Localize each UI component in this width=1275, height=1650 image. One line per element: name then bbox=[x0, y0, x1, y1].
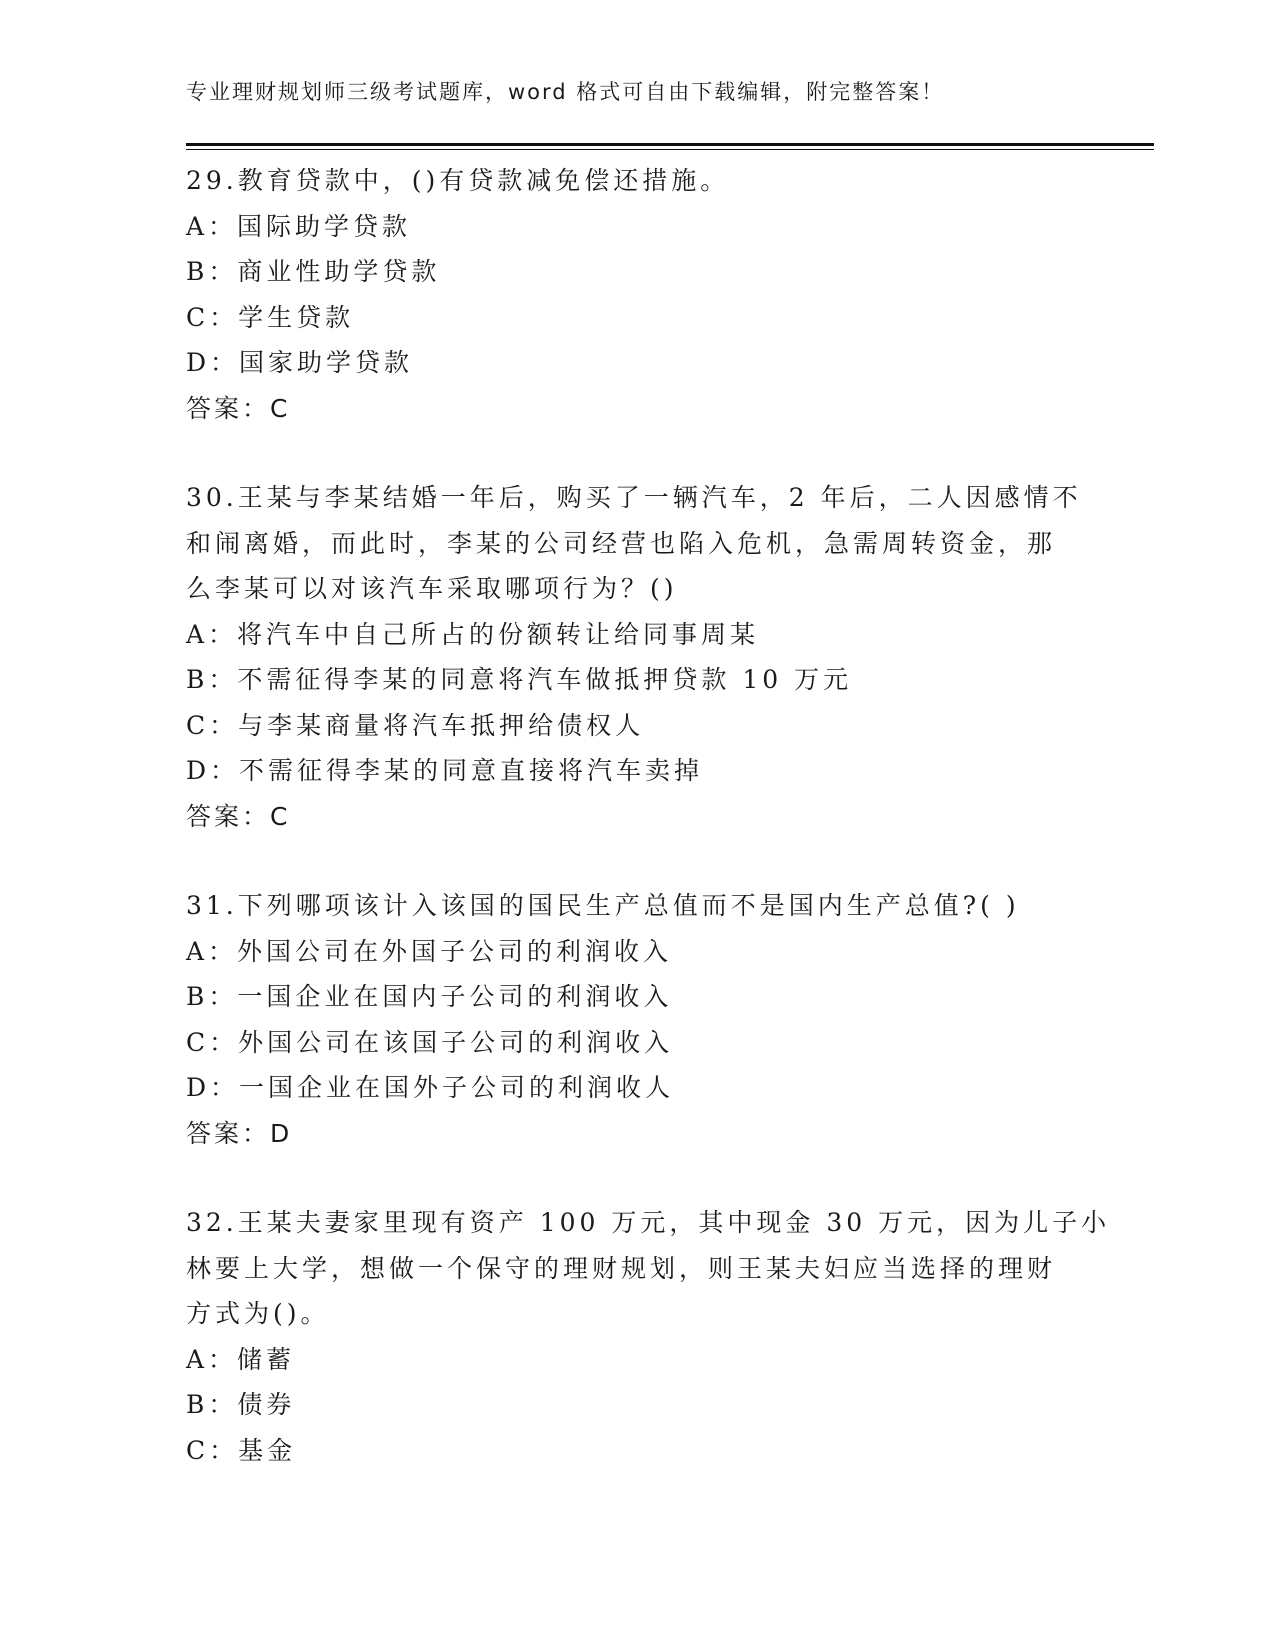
page-header: 专业理财规划师三级考试题库，word 格式可自由下载编辑，附完整答案！ bbox=[186, 80, 945, 104]
question-stem: 和闹离婚，而此时，李某的公司经营也陷入危机，急需周转资金，那 bbox=[186, 528, 1057, 558]
answer-line: 答案：C bbox=[186, 801, 291, 831]
question-list bbox=[186, 158, 1111, 1473]
option-d: D：国家助学贷款 bbox=[186, 348, 414, 377]
option-c: C：外国公司在该国子公司的利润收入 bbox=[186, 1027, 674, 1057]
header-rule-thin bbox=[186, 149, 1154, 150]
option-b: B：一国企业在国内子公司的利润收入 bbox=[186, 982, 673, 1011]
question-31 bbox=[186, 883, 1086, 1156]
option-a: A：外国公司在外国子公司的利润收入 bbox=[186, 936, 673, 966]
option-c: C：与李某商量将汽车抵押给债权人 bbox=[186, 710, 645, 740]
option-b: B：不需征得李某的同意将汽车做抵押贷款 10 万元 bbox=[186, 665, 853, 694]
option-c: C：学生贷款 bbox=[186, 302, 355, 332]
question-stem: 方式为()。 bbox=[186, 1299, 330, 1328]
option-d: D：不需征得李某的同意直接将汽车卖掉 bbox=[186, 756, 704, 785]
option-b: B：债券 bbox=[186, 1390, 296, 1419]
question-32 bbox=[186, 1200, 1111, 1473]
answer-line: 答案：C bbox=[186, 393, 291, 423]
question-stem: 30.王某与李某结婚一年后，购买了一辆汽车，2 年后，二人因感情不 bbox=[186, 483, 1082, 512]
option-d: D：一国企业在国外子公司的利润收人 bbox=[186, 1073, 675, 1102]
question-29 bbox=[186, 158, 1086, 431]
option-a: A：将汽车中自己所占的份额转让给同事周某 bbox=[186, 619, 760, 649]
option-c: C：基金 bbox=[186, 1435, 297, 1465]
question-stem: 么李某可以对该汽车采取哪项行为？() bbox=[186, 574, 678, 603]
question-30 bbox=[186, 475, 1086, 839]
option-b: B：商业性助学贷款 bbox=[186, 257, 441, 286]
question-stem: 31.下列哪项该计入该国的国民生产总值而不是国内生产总值?( ) bbox=[186, 891, 1020, 920]
question-stem: 29.教育贷款中，()有贷款减免偿还措施。 bbox=[186, 166, 730, 195]
question-stem: 林要上大学，想做一个保守的理财规划，则王某夫妇应当选择的理财 bbox=[186, 1253, 1057, 1283]
option-a: A：国际助学贷款 bbox=[186, 211, 412, 241]
question-stem: 32.王某夫妻家里现有资产 100 万元，其中现金 30 万元，因为儿子小 bbox=[186, 1208, 1111, 1237]
header-rule-thick bbox=[186, 143, 1154, 146]
option-a: A：储蓄 bbox=[186, 1344, 296, 1374]
answer-line: 答案：D bbox=[186, 1118, 293, 1148]
